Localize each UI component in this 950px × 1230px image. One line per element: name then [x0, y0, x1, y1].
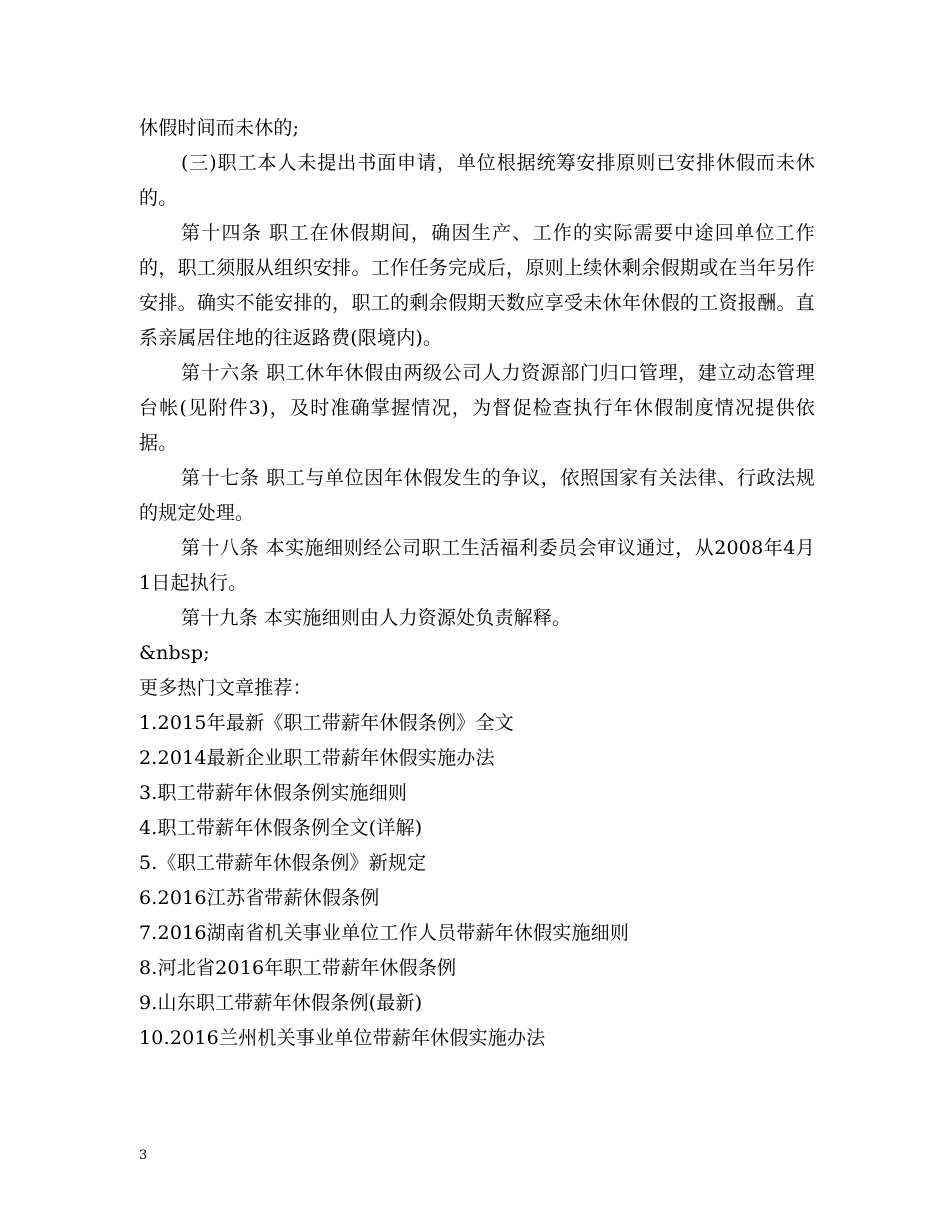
paragraph-article-18: 第十八条 本实施细则经公司职工生活福利委员会审议通过，从2008年4月1日起执行。 [139, 537, 815, 594]
paragraph-article-14: 第十四条 职工在休假期间，确因生产、工作的实际需要中途回单位工作的，职工须服从组织安排。工作任务完成后，原则上续休剩余假期或在当年另作安排。确实不能安排的，职工的剩余假期天数应享受未休年休假的工资报酬。直系亲属居住地的往返路费(限境内)。 [139, 222, 815, 349]
document-body [139, 111, 815, 1056]
recommended-articles-list [139, 706, 815, 1056]
more-articles-heading: 更多热门文章推荐： [139, 677, 312, 699]
paragraph-continuation: 休假时间而未休的; [139, 117, 300, 139]
article-link[interactable]: 4.职工带薪年休假条例全文(详解) [139, 817, 423, 839]
paragraph-clause-3: (三)职工本人未提出书面申请，单位根据统筹安排原则已安排休假而未休的。 [139, 152, 815, 209]
article-link[interactable]: 5.《职工带薪年休假条例》新规定 [139, 852, 427, 874]
article-link[interactable]: 3.职工带薪年休假条例实施细则 [139, 782, 408, 804]
article-link[interactable]: 10.2016兰州机关事业单位带薪年休假实施办法 [139, 1027, 546, 1049]
paragraph-article-17: 第十七条 职工与单位因年休假发生的争议，依照国家有关法律、行政法规的规定处理。 [139, 467, 815, 524]
paragraph-article-19: 第十九条 本实施细则由人力资源处负责解释。 [181, 607, 572, 629]
page-number: 3 [139, 1148, 148, 1163]
article-link[interactable]: 6.2016江苏省带薪休假条例 [139, 887, 380, 909]
article-link[interactable]: 2.2014最新企业职工带薪年休假实施办法 [139, 747, 495, 769]
article-link[interactable]: 7.2016湖南省机关事业单位工作人员带薪年休假实施细则 [139, 922, 630, 944]
article-link[interactable]: 9.山东职工带薪年休假条例(最新) [139, 992, 423, 1014]
article-link[interactable]: 8.河北省2016年职工带薪年休假条例 [139, 957, 457, 979]
nbsp-line: &nbsp; [139, 642, 210, 664]
paragraph-article-16: 第十六条 职工休年休假由两级公司人力资源部门归口管理，建立动态管理台帐(见附件3)，及时准确掌握情况，为督促检查执行年休假制度情况提供依据。 [139, 362, 815, 454]
article-link[interactable]: 1.2015年最新《职工带薪年休假条例》全文 [139, 712, 514, 734]
